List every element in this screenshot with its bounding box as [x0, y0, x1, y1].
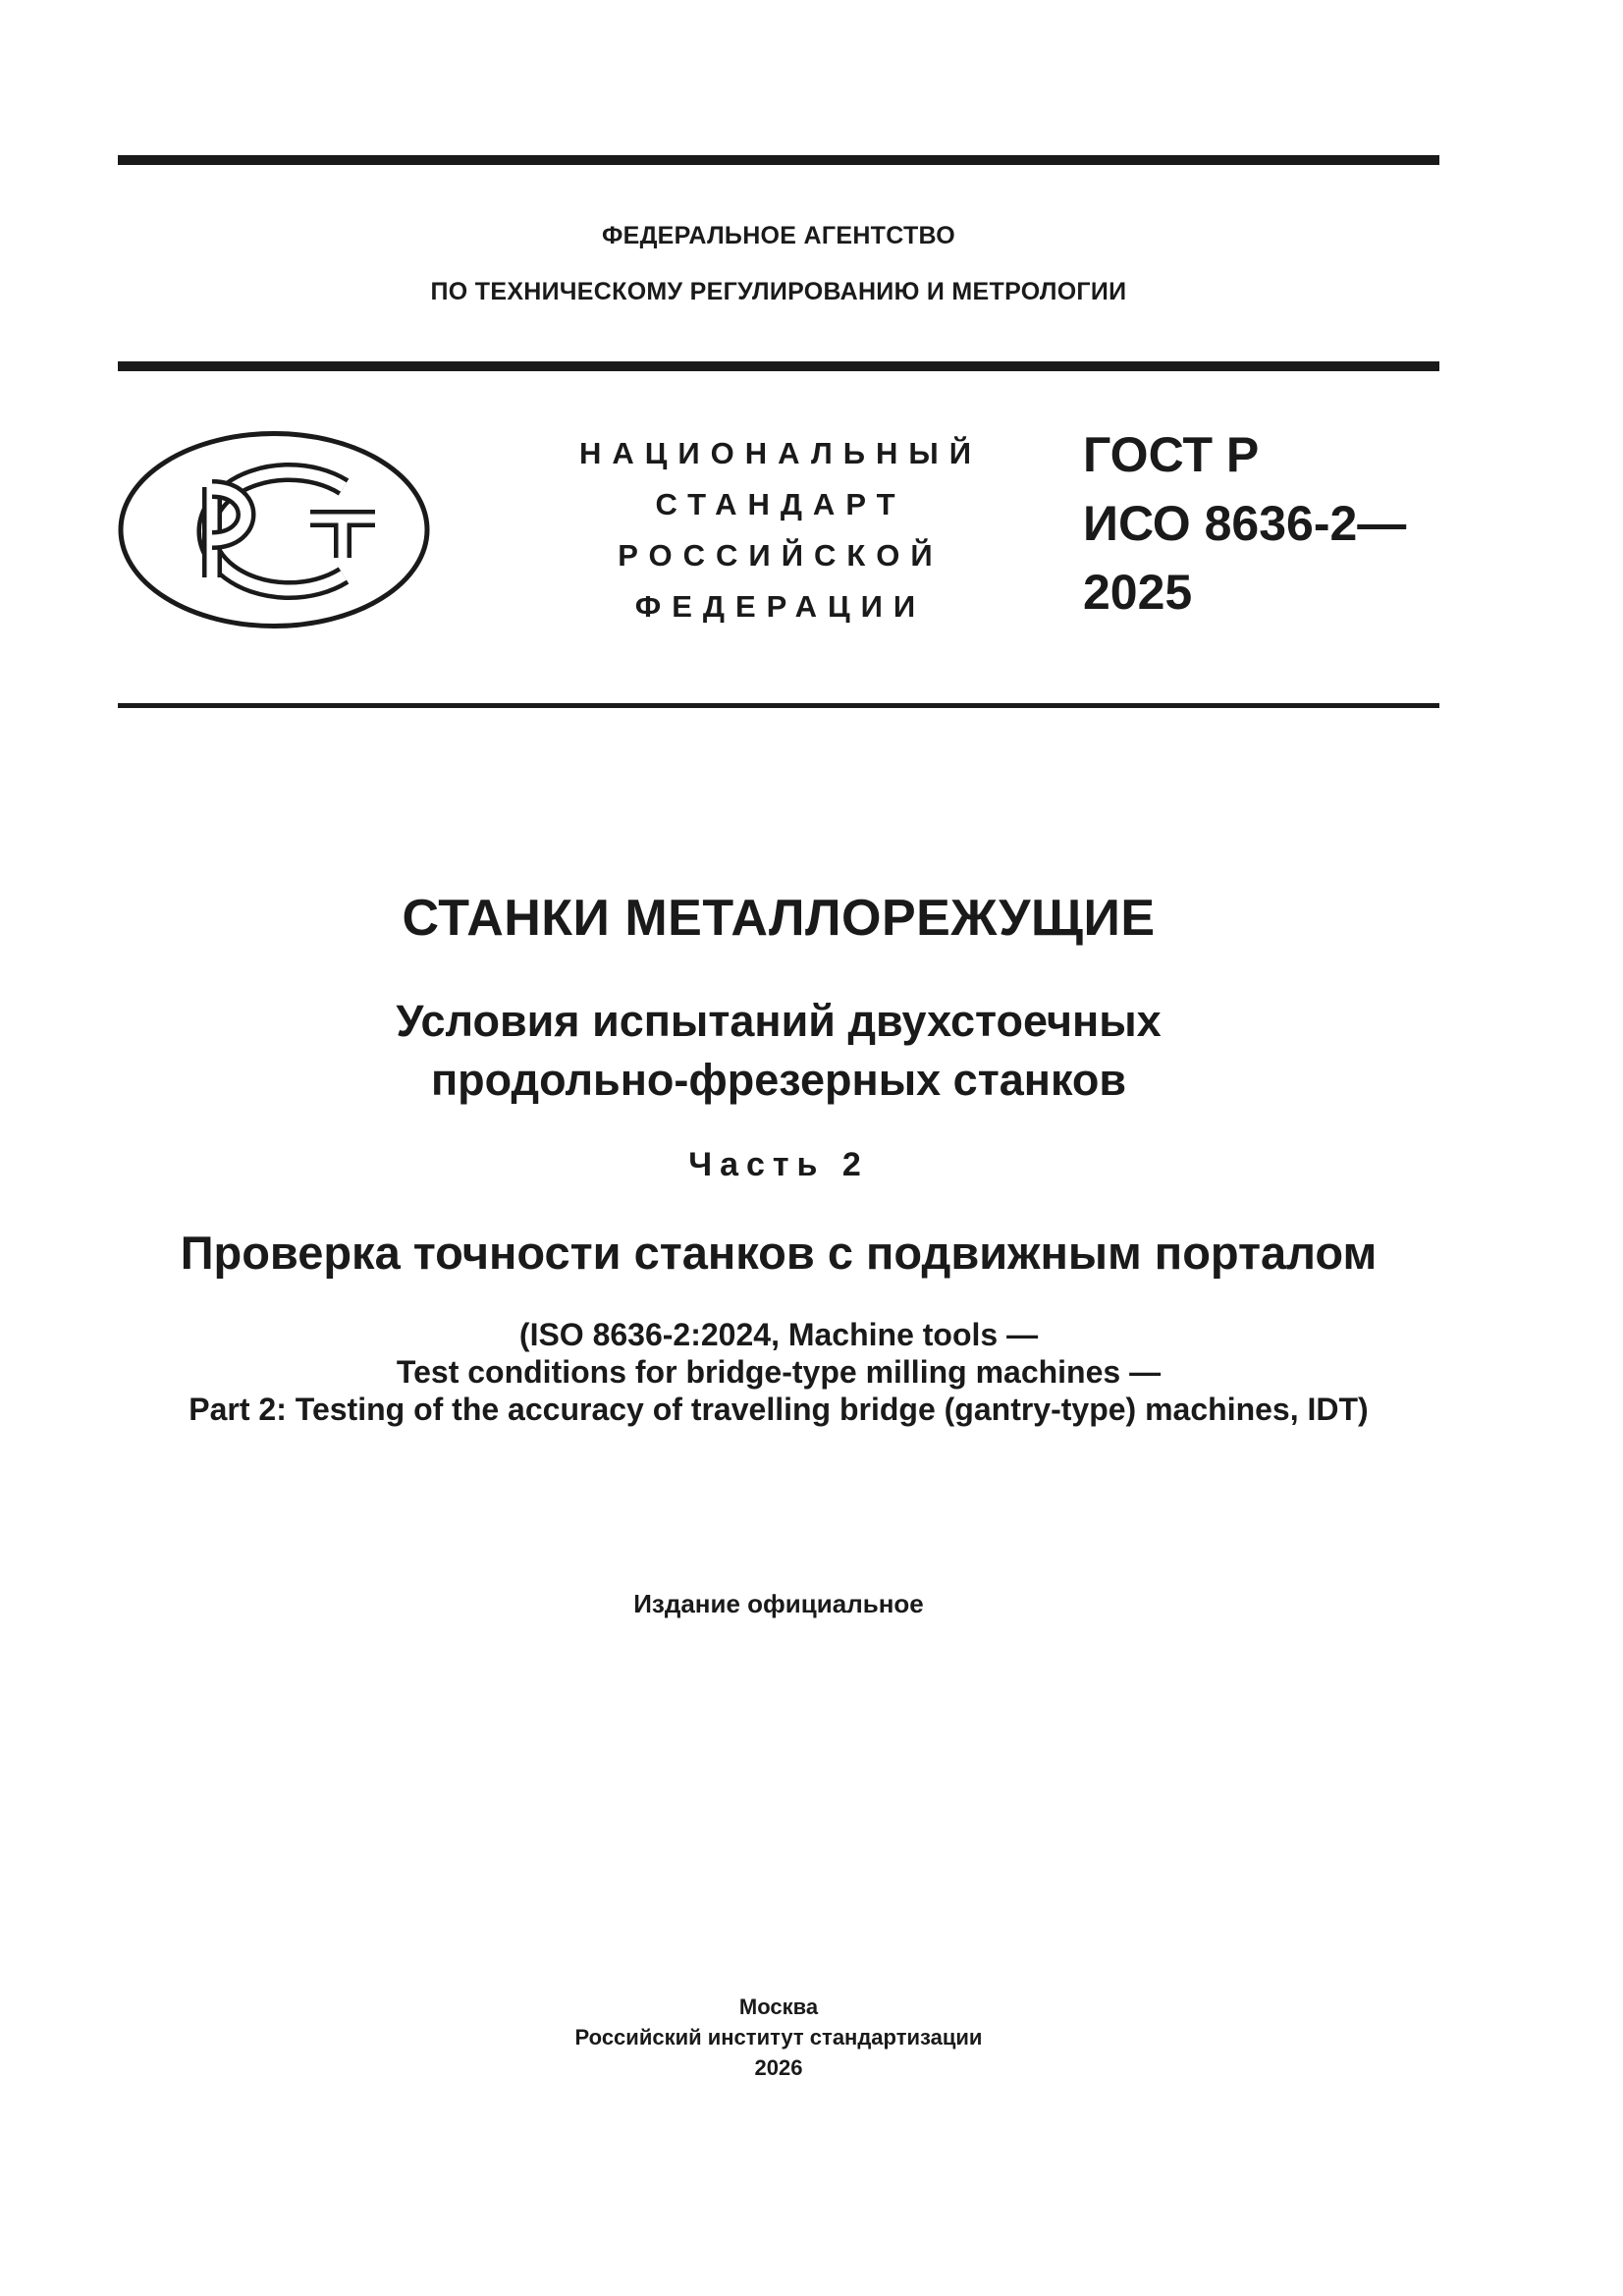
top-rule	[118, 155, 1439, 165]
part-number: Часть 2	[688, 1146, 869, 1183]
publisher-imprint	[118, 1992, 1439, 2083]
agency-bottom-rule	[118, 361, 1439, 371]
agency-name-line1: ФЕДЕРАЛЬНОЕ АГЕНТСТВО	[601, 222, 956, 249]
national-standard-line2: СТАНДАРТ	[655, 487, 906, 521]
imprint-publisher: Российский институт стандартизации	[574, 2025, 983, 2050]
subtitle-line1: Условия испытаний двухстоечных	[396, 996, 1162, 1046]
imprint-city: Москва	[738, 1995, 819, 2019]
part-title: Проверка точности станков с подвижным порталом	[180, 1227, 1378, 1279]
imprint-year: 2026	[754, 2055, 803, 2080]
national-standard-label	[555, 428, 1006, 632]
national-standard-line3: РОССИЙСКОЙ	[618, 538, 944, 573]
national-standard-line4: ФЕДЕРАЦИИ	[634, 589, 927, 624]
iso-reference-line1: (ISO 8636-2:2024, Machine tools —	[518, 1317, 1039, 1352]
subtitle-line2: продольно-фрезерных станков	[430, 1055, 1127, 1105]
edition-note: Издание официальное	[633, 1589, 924, 1618]
iso-reference-line3: Part 2: Testing of the accuracy of travelling bridge (gantry-type) machines, IDT)	[189, 1392, 1369, 1427]
agency-name-line2: ПО ТЕХНИЧЕСКОМУ РЕГУЛИРОВАНИЮ И МЕТРОЛОГИИ	[430, 278, 1127, 305]
header-bottom-rule	[118, 703, 1439, 708]
iso-reference	[118, 1316, 1439, 1428]
rst-emblem-icon	[118, 430, 430, 629]
designation-line1: ГОСТ Р	[1083, 427, 1260, 482]
iso-reference-line2: Test conditions for bridge-type milling machines —	[396, 1354, 1162, 1390]
document-main-title: СТАНКИ МЕТАЛЛОРЕЖУЩИЕ	[402, 890, 1156, 947]
standard-designation	[1083, 420, 1406, 627]
document-subtitle	[118, 992, 1439, 1110]
national-standard-line1: НАЦИОНАЛЬНЫЙ	[578, 436, 983, 470]
designation-line3: 2025	[1083, 565, 1193, 620]
designation-line2: ИСО 8636-2—	[1083, 496, 1407, 551]
